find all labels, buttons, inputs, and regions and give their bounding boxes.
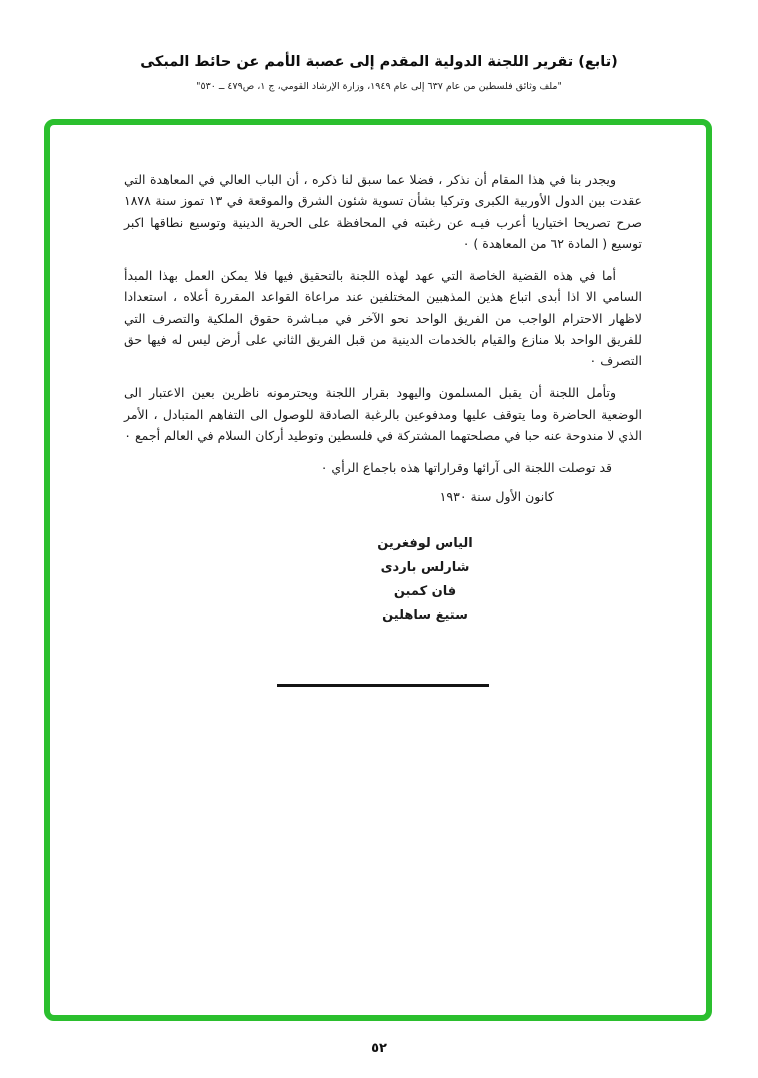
signature-name: ستيغ ساهلين	[382, 607, 468, 623]
scanned-document-frame	[44, 119, 712, 1021]
signature-name: شارلس باردى	[380, 559, 470, 575]
date-line: كانون الأول سنة ١٩٣٠	[439, 489, 554, 505]
scanned-document-content	[50, 125, 706, 687]
paragraph-3: وتأمل اللجنة أن يقبل المسلمون واليهود بقرار اللجنة ويحترمونه ناظرين بعين الاعتبار الى الوضعية الحاضرة وما يتوقف عليها ومدفوعين بالرغبة الصادقة للوصول الى التفاهم المتبادل ، الأمر الذي لا مندوحة عنه حبا في مصلحتهما المشتركة في فلسطين وتوطيد أركان السلام في العالم أجمع ٠	[124, 385, 642, 443]
document-source-citation: "ملف وثائق فلسطين من عام ٦٣٧ إلى عام ١٩٤٩، وزارة الإرشاد القومي، ج ١، ص٤٧٩ ــ ٥٣٠"	[196, 81, 562, 92]
page-header	[0, 54, 758, 92]
closing-statement: قد توصلت اللجنة الى آرائها وقراراتها هذه باجماع الرأي ٠	[320, 460, 612, 475]
paragraph-1: ويجدر بنا في هذا المقام أن نذكر ، فضلا عما سبق لنا ذكره ، أن الباب العالي في المعاهدة التي عقدت بين الدول الأوربية الكبرى وتركيا بشأن تسوية شئون الشرق والموقعة في ١٣ تموز سنة ١٨٧٨ صرح تصريحا اختياريا أعرب فيـه عن رغبته في المحافظة على الحرية الدينية وتوسيع نطاقها اكبر توسيع ( المادة ٦٢ من المعاهدة ) ٠	[124, 172, 642, 251]
signature-name: الياس لوفغرين	[377, 535, 473, 551]
page-number: ٥٢	[371, 1041, 387, 1056]
signatures-block	[310, 532, 540, 628]
signature-name: فان كمبن	[393, 583, 457, 599]
document-title: (تابع) تقرير اللجنة الدولية المقدم إلى عصبة الأمم عن حائط المبكى	[140, 54, 618, 70]
signature-divider-rule	[277, 684, 489, 687]
paragraph-2: أما في هذه القضية الخاصة التي عهد لهذه اللجنة بالتحقيق فيها فلا يمكن العمل بهذا المبدأ السامي الا اذا أبدى اتباع هذين المذهبين المختلفين عند مراعاة القواعد المقررة أعلاه ، استعدادا لاظهار الاحترام الواجب من الفريق الواحد نحو الآخر في مبـاشرة حقوق الملكية والتصرف التي للفريق الواحد بلا منازع والقيام بالخدمات الدينية من قبل الفريق الثاني على أرض ليس له فيها حق التصرف ٠	[124, 268, 642, 368]
